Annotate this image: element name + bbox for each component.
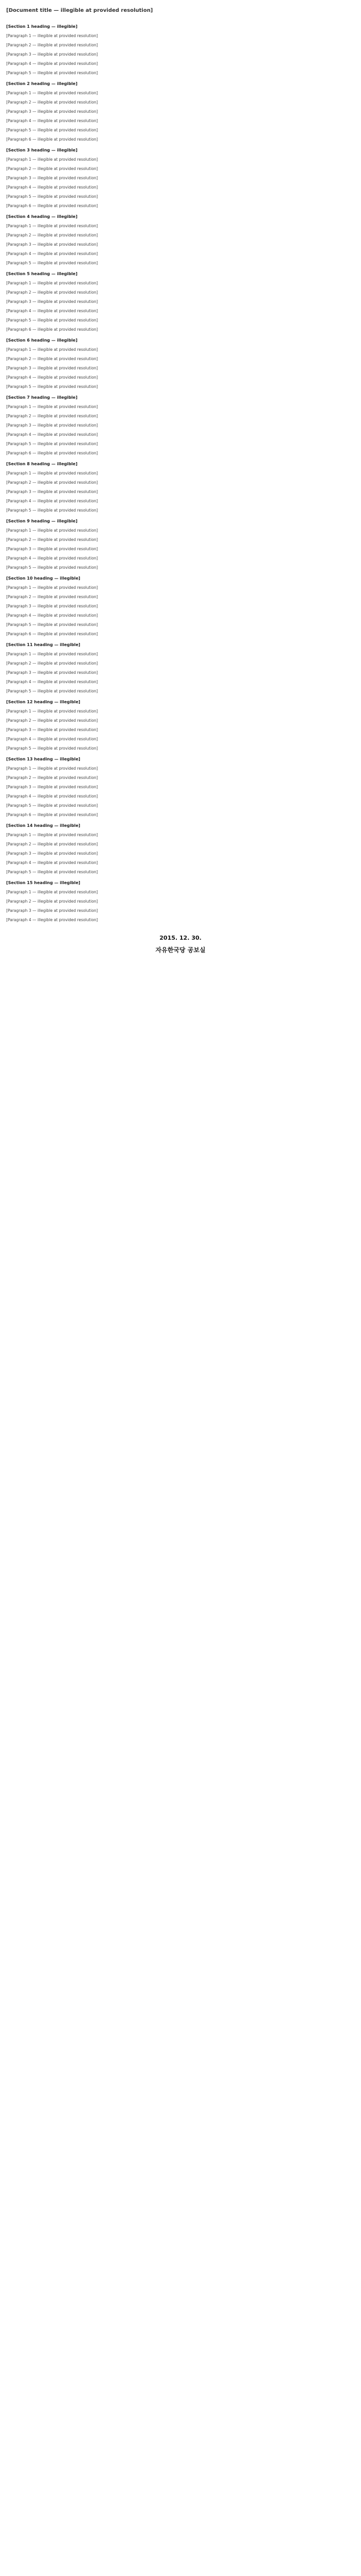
paragraph: [Paragraph 4 — illegible at provided resolution]	[6, 499, 98, 503]
paragraph: [Paragraph 2 — illegible at provided resolution]	[6, 537, 98, 542]
section	[6, 24, 355, 76]
paragraph: [Paragraph 2 — illegible at provided resolution]	[6, 775, 98, 780]
paragraph: [Paragraph 2 — illegible at provided resolution]	[6, 43, 98, 47]
paragraph: [Paragraph 1 — illegible at provided resolution]	[6, 157, 98, 162]
section-heading: [Section 5 heading — illegible]	[6, 272, 78, 276]
paragraph: [Paragraph 4 — illegible at provided resolution]	[6, 118, 98, 123]
paragraph: [Paragraph 3 — illegible at provided resolution]	[6, 908, 98, 913]
section	[6, 823, 355, 875]
paragraph: [Paragraph 2 — illegible at provided resolution]	[6, 233, 98, 238]
paragraph: [Paragraph 4 — illegible at provided resolution]	[6, 375, 98, 380]
paragraph: [Paragraph 3 — illegible at provided resolution]	[6, 176, 98, 180]
paragraph: [Paragraph 3 — illegible at provided resolution]	[6, 547, 98, 551]
paragraph: [Paragraph 5 — illegible at provided resolution]	[6, 318, 98, 323]
paragraph: [Paragraph 4 — illegible at provided resolution]	[6, 860, 98, 865]
paragraph: [Paragraph 5 — illegible at provided resolution]	[6, 565, 98, 570]
section-heading: [Section 4 heading — illegible]	[6, 214, 78, 219]
paragraph: [Paragraph 2 — illegible at provided resolution]	[6, 414, 98, 418]
paragraph: [Paragraph 3 — illegible at provided resolution]	[6, 670, 98, 675]
section	[6, 395, 355, 456]
paragraph: [Paragraph 3 — illegible at provided resolution]	[6, 242, 98, 247]
paragraph: [Paragraph 2 — illegible at provided resolution]	[6, 480, 98, 485]
section-heading: [Section 10 heading — illegible]	[6, 576, 80, 581]
section-heading: [Section 15 heading — illegible]	[6, 880, 80, 885]
paragraph: [Paragraph 1 — illegible at provided resolution]	[6, 890, 98, 894]
paragraph: [Paragraph 1 — illegible at provided resolution]	[6, 709, 98, 714]
paragraph: [Paragraph 1 — illegible at provided resolution]	[6, 347, 98, 352]
paragraph: [Paragraph 3 — illegible at provided resolution]	[6, 423, 98, 428]
paragraph: [Paragraph 6 — illegible at provided resolution]	[6, 632, 98, 636]
paragraph: [Paragraph 6 — illegible at provided resolution]	[6, 137, 98, 142]
paragraph: [Paragraph 2 — illegible at provided resolution]	[6, 290, 98, 295]
section-heading: [Section 2 heading — illegible]	[6, 81, 78, 86]
paragraph: [Paragraph 5 — illegible at provided resolution]	[6, 746, 98, 751]
section-heading: [Section 3 heading — illegible]	[6, 148, 78, 152]
paragraph: [Paragraph 2 — illegible at provided resolution]	[6, 357, 98, 361]
section	[6, 147, 355, 209]
paragraph: [Paragraph 4 — illegible at provided resolution]	[6, 918, 98, 922]
section	[6, 880, 355, 923]
paragraph: [Paragraph 4 — illegible at provided resolution]	[6, 613, 98, 618]
paragraph: [Paragraph 4 — illegible at provided resolution]	[6, 309, 98, 313]
document-body	[6, 24, 355, 923]
paragraph: [Paragraph 1 — illegible at provided resolution]	[6, 404, 98, 409]
paragraph: [Paragraph 5 — illegible at provided resolution]	[6, 71, 98, 75]
paragraph: [Paragraph 3 — illegible at provided resolution]	[6, 851, 98, 856]
section-heading: [Section 12 heading — illegible]	[6, 700, 80, 704]
section	[6, 461, 355, 513]
section-heading: [Section 14 heading — illegible]	[6, 823, 80, 828]
section	[6, 756, 355, 818]
paragraph: [Paragraph 1 — illegible at provided resolution]	[6, 91, 98, 95]
paragraph: [Paragraph 1 — illegible at provided resolution]	[6, 528, 98, 533]
paragraph: [Paragraph 5 — illegible at provided resolution]	[6, 870, 98, 874]
section	[6, 81, 355, 142]
section	[6, 271, 355, 332]
paragraph: [Paragraph 5 — illegible at provided resolution]	[6, 194, 98, 199]
section-heading: [Section 6 heading — illegible]	[6, 338, 78, 343]
section	[6, 518, 355, 570]
paragraph: [Paragraph 5 — illegible at provided resolution]	[6, 622, 98, 627]
paragraph: [Paragraph 4 — illegible at provided resolution]	[6, 432, 98, 437]
paragraph: [Paragraph 3 — illegible at provided resolution]	[6, 727, 98, 732]
paragraph: [Paragraph 6 — illegible at provided resolution]	[6, 812, 98, 817]
paragraph: [Paragraph 5 — illegible at provided resolution]	[6, 442, 98, 446]
paragraph: [Paragraph 4 — illegible at provided resolution]	[6, 185, 98, 190]
document-title: [Document title — illegible at provided resolution]	[6, 8, 153, 13]
paragraph: [Paragraph 6 — illegible at provided resolution]	[6, 327, 98, 332]
paragraph: [Paragraph 1 — illegible at provided resolution]	[6, 281, 98, 285]
section-heading: [Section 1 heading — illegible]	[6, 24, 78, 29]
paragraph: [Paragraph 2 — illegible at provided resolution]	[6, 166, 98, 171]
paragraph: [Paragraph 5 — illegible at provided resolution]	[6, 803, 98, 808]
paragraph: [Paragraph 4 — illegible at provided resolution]	[6, 737, 98, 741]
paragraph: [Paragraph 5 — illegible at provided resolution]	[6, 128, 98, 132]
paragraph: [Paragraph 2 — illegible at provided resolution]	[6, 718, 98, 723]
paragraph: [Paragraph 3 — illegible at provided resolution]	[6, 52, 98, 57]
section-heading: [Section 11 heading — illegible]	[6, 642, 80, 647]
paragraph: [Paragraph 1 — illegible at provided resolution]	[6, 766, 98, 771]
paragraph: [Paragraph 2 — illegible at provided resolution]	[6, 661, 98, 666]
section-heading: [Section 7 heading — illegible]	[6, 395, 78, 400]
paragraph: [Paragraph 1 — illegible at provided resolution]	[6, 833, 98, 837]
paragraph: [Paragraph 6 — illegible at provided resolution]	[6, 204, 98, 208]
section-heading: [Section 13 heading — illegible]	[6, 757, 80, 761]
paragraph: [Paragraph 5 — illegible at provided resolution]	[6, 384, 98, 389]
paragraph: [Paragraph 3 — illegible at provided resolution]	[6, 489, 98, 494]
paragraph: [Paragraph 5 — illegible at provided resolution]	[6, 261, 98, 265]
paragraph: [Paragraph 5 — illegible at provided resolution]	[6, 689, 98, 693]
paragraph: [Paragraph 1 — illegible at provided resolution]	[6, 33, 98, 38]
paragraph: [Paragraph 4 — illegible at provided resolution]	[6, 556, 98, 561]
paragraph: [Paragraph 4 — illegible at provided resolution]	[6, 251, 98, 256]
paragraph: [Paragraph 6 — illegible at provided resolution]	[6, 451, 98, 455]
paragraph: [Paragraph 1 — illegible at provided resolution]	[6, 224, 98, 228]
paragraph: [Paragraph 3 — illegible at provided resolution]	[6, 366, 98, 370]
section-heading: [Section 8 heading — illegible]	[6, 462, 78, 466]
paragraph: [Paragraph 4 — illegible at provided resolution]	[6, 680, 98, 684]
document-organization: 자유한국당 공보실	[155, 946, 206, 954]
paragraph: [Paragraph 2 — illegible at provided resolution]	[6, 595, 98, 599]
section	[6, 642, 355, 694]
section	[6, 575, 355, 637]
section	[6, 337, 355, 389]
paragraph: [Paragraph 1 — illegible at provided resolution]	[6, 652, 98, 656]
paragraph: [Paragraph 4 — illegible at provided resolution]	[6, 794, 98, 799]
paragraph: [Paragraph 1 — illegible at provided resolution]	[6, 585, 98, 590]
paragraph: [Paragraph 1 — illegible at provided resolution]	[6, 471, 98, 476]
paragraph: [Paragraph 2 — illegible at provided resolution]	[6, 899, 98, 904]
paragraph: [Paragraph 3 — illegible at provided resolution]	[6, 109, 98, 114]
paragraph: [Paragraph 4 — illegible at provided resolution]	[6, 61, 98, 66]
paragraph: [Paragraph 2 — illegible at provided resolution]	[6, 842, 98, 846]
paragraph: [Paragraph 5 — illegible at provided resolution]	[6, 508, 98, 513]
section	[6, 699, 355, 751]
section-heading: [Section 9 heading — illegible]	[6, 519, 78, 523]
paragraph: [Paragraph 3 — illegible at provided resolution]	[6, 299, 98, 304]
document-date: 2015. 12. 30.	[159, 935, 202, 941]
paragraph: [Paragraph 3 — illegible at provided resolution]	[6, 785, 98, 789]
paragraph: [Paragraph 3 — illegible at provided resolution]	[6, 604, 98, 608]
paragraph: [Paragraph 2 — illegible at provided resolution]	[6, 100, 98, 105]
section	[6, 214, 355, 266]
